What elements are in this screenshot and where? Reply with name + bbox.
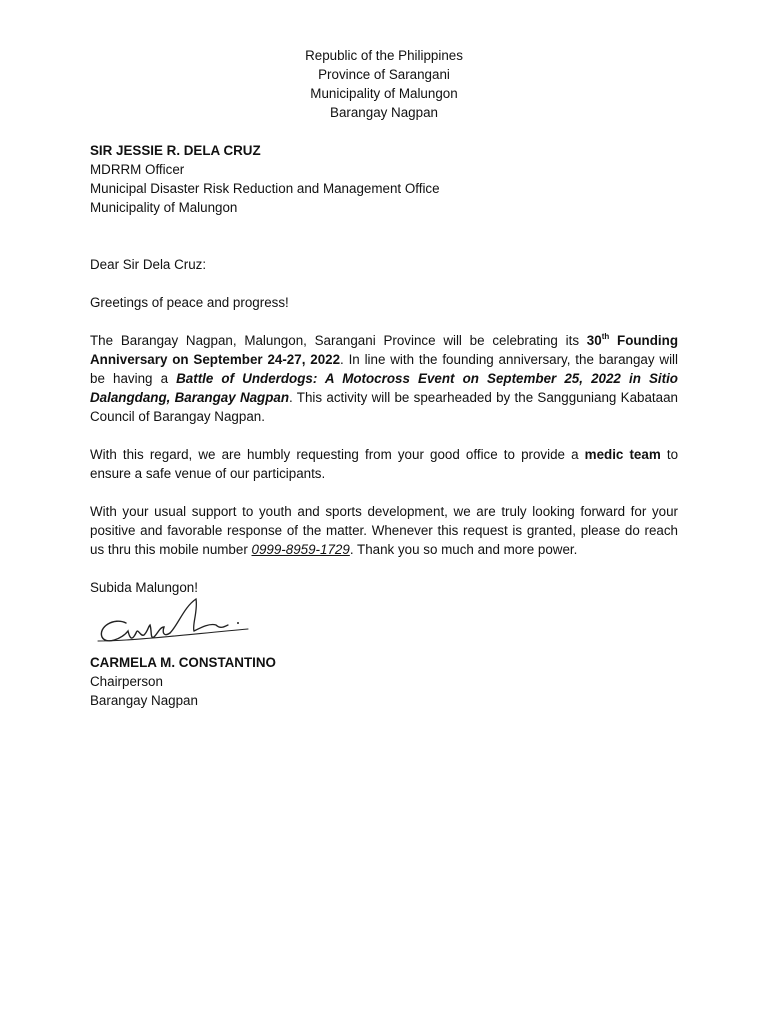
paragraph-request [90, 445, 678, 483]
header-country: Republic of the Philippines [305, 48, 463, 63]
header-province: Province of Sarangani [318, 67, 450, 82]
salutation: Dear Sir Dela Cruz: [90, 257, 207, 272]
recipient-name: SIR JESSIE R. DELA CRUZ [90, 143, 261, 158]
letterhead [90, 46, 678, 122]
para1-anniversary-date: Founding Anniversary on September 24-27, 2022 [90, 333, 678, 367]
signer-title: Chairperson [90, 674, 163, 689]
signer-name: CARMELA M. CONSTANTINO [90, 655, 276, 670]
para1-text-2: . In line with the founding anniversary, the barangay will be having a [90, 352, 678, 386]
para3-text-1: With your usual support to youth and sports development, we are truly looking forward for your positive and favorable response of the matter. Whenever this request is granted, please do reach us thru this mobile number [90, 504, 678, 557]
header-municipality: Municipality of Malungon [310, 86, 458, 101]
recipient-office: Municipal Disaster Risk Reduction and Management Office [90, 181, 440, 196]
para1-event-name: Battle of Underdogs: A Motocross Event on September 25, 2022 in Sitio Dalangdang, Barangay Nagpan [90, 371, 678, 405]
para1-text-3: . This activity will be spearheaded by the Sangguniang Kabataan Council of Barangay Nagpan. [90, 390, 678, 424]
header-barangay: Barangay Nagpan [330, 105, 438, 120]
greeting: Greetings of peace and progress! [90, 295, 289, 310]
para3-text-2: . Thank you so much and more power. [349, 542, 578, 557]
signature-area [90, 597, 678, 653]
para1-text-1: The Barangay Nagpan, Malungon, Sarangani Province will be celebrating its [90, 333, 587, 348]
para2-text-1: With this regard, we are humbly requesting from your good office to provide a [90, 447, 585, 462]
letter-page [90, 46, 678, 710]
paragraph-support [90, 502, 678, 559]
mobile-number: 0999-8959-1729 [251, 542, 350, 557]
paragraph-event [90, 331, 678, 426]
para2-medic-team: medic team [584, 447, 661, 462]
para1-anniversary-number: 30 [586, 333, 602, 348]
recipient-title: MDRRM Officer [90, 162, 185, 177]
para2-text-2: to ensure a safe venue of our participants. [90, 447, 679, 481]
signer-block [90, 653, 678, 710]
recipient-municipality: Municipality of Malungon [90, 200, 238, 215]
para1-superscript: th [601, 331, 610, 341]
signer-org: Barangay Nagpan [90, 693, 198, 708]
handwritten-signature [92, 597, 252, 653]
closing-remark: Subida Malungon! [90, 580, 198, 595]
recipient-block [90, 141, 678, 217]
